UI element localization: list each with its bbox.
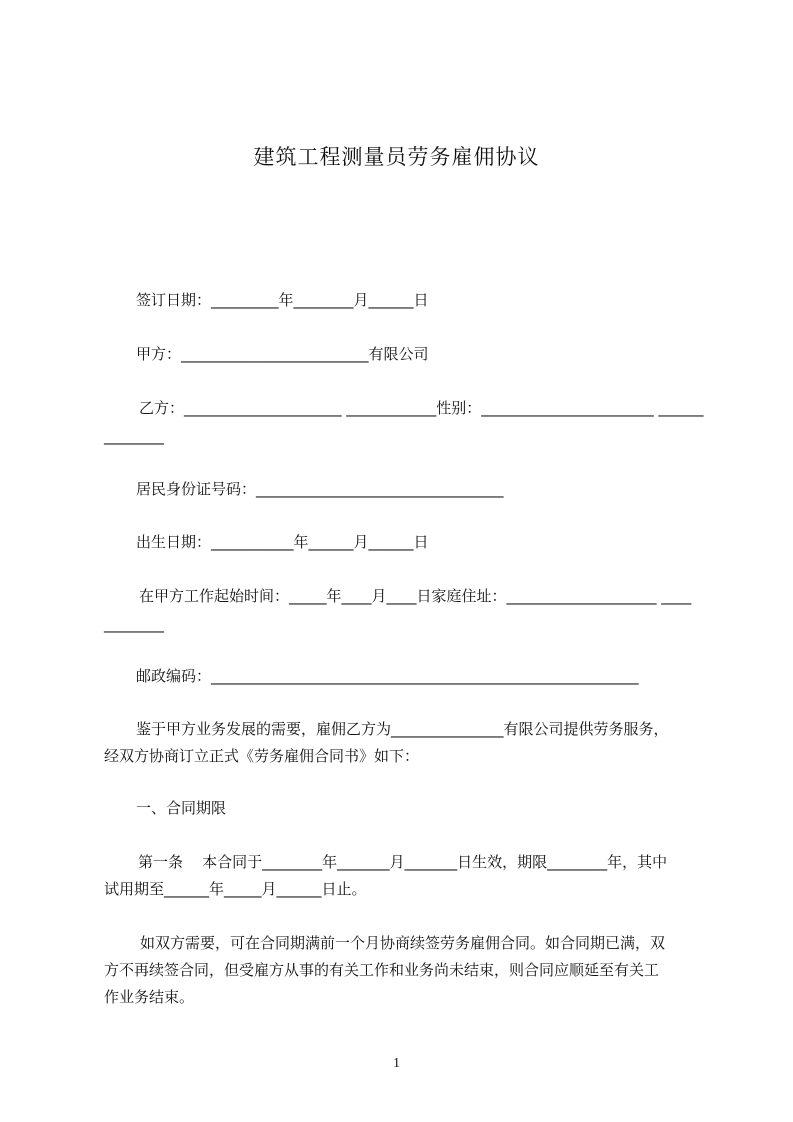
page-number: 1	[393, 1056, 400, 1071]
sign-date-field: 签订日期：_________年________月______日	[136, 291, 429, 309]
preamble-line-2: 经双方协商订立正式《劳务雇佣合同书》如下：	[104, 747, 420, 765]
party-a-field: 甲方：_________________________有限公司	[136, 345, 429, 363]
party-b-field-continuation: ________	[104, 427, 164, 445]
article-1-line-1: 第一条 本合同于________年_______月_______日生效，期限________年，其中	[138, 853, 668, 871]
document-title: 建筑工程测量员劳务雇佣协议	[253, 145, 540, 169]
birth-date-field: 出生日期：___________年______月______日	[136, 533, 429, 551]
address-field-continuation: ________	[104, 615, 164, 633]
postal-code-field: 邮政编码：_________________________________________________________	[136, 667, 639, 685]
start-date-address-field: 在甲方工作起始时间：_____年____月____日家庭住址：____________________ ____	[139, 587, 692, 605]
renewal-line-3: 作业务结束。	[104, 988, 195, 1006]
section-heading: 一、合同期限	[136, 799, 227, 817]
renewal-line-2: 方不再续签合同，但受雇方从事的有关工作和业务尚未结束，则合同应顺延至有关工	[104, 961, 660, 979]
party-b-field: 乙方：_____________________ ____________性别：_______________________ ______	[139, 399, 704, 417]
preamble-line-1: 鉴于甲方业务发展的需要，雇佣乙方为_______________有限公司提供劳务服务，	[136, 720, 669, 738]
article-1-line-2: 试用期至______年_____月______日止。	[104, 880, 367, 898]
renewal-line-1: 如双方需要，可在合同期满前一个月协商续签劳务雇佣合同。如合同期已满，双	[140, 934, 666, 952]
id-number-field: 居民身份证号码：_________________________________	[136, 480, 504, 498]
